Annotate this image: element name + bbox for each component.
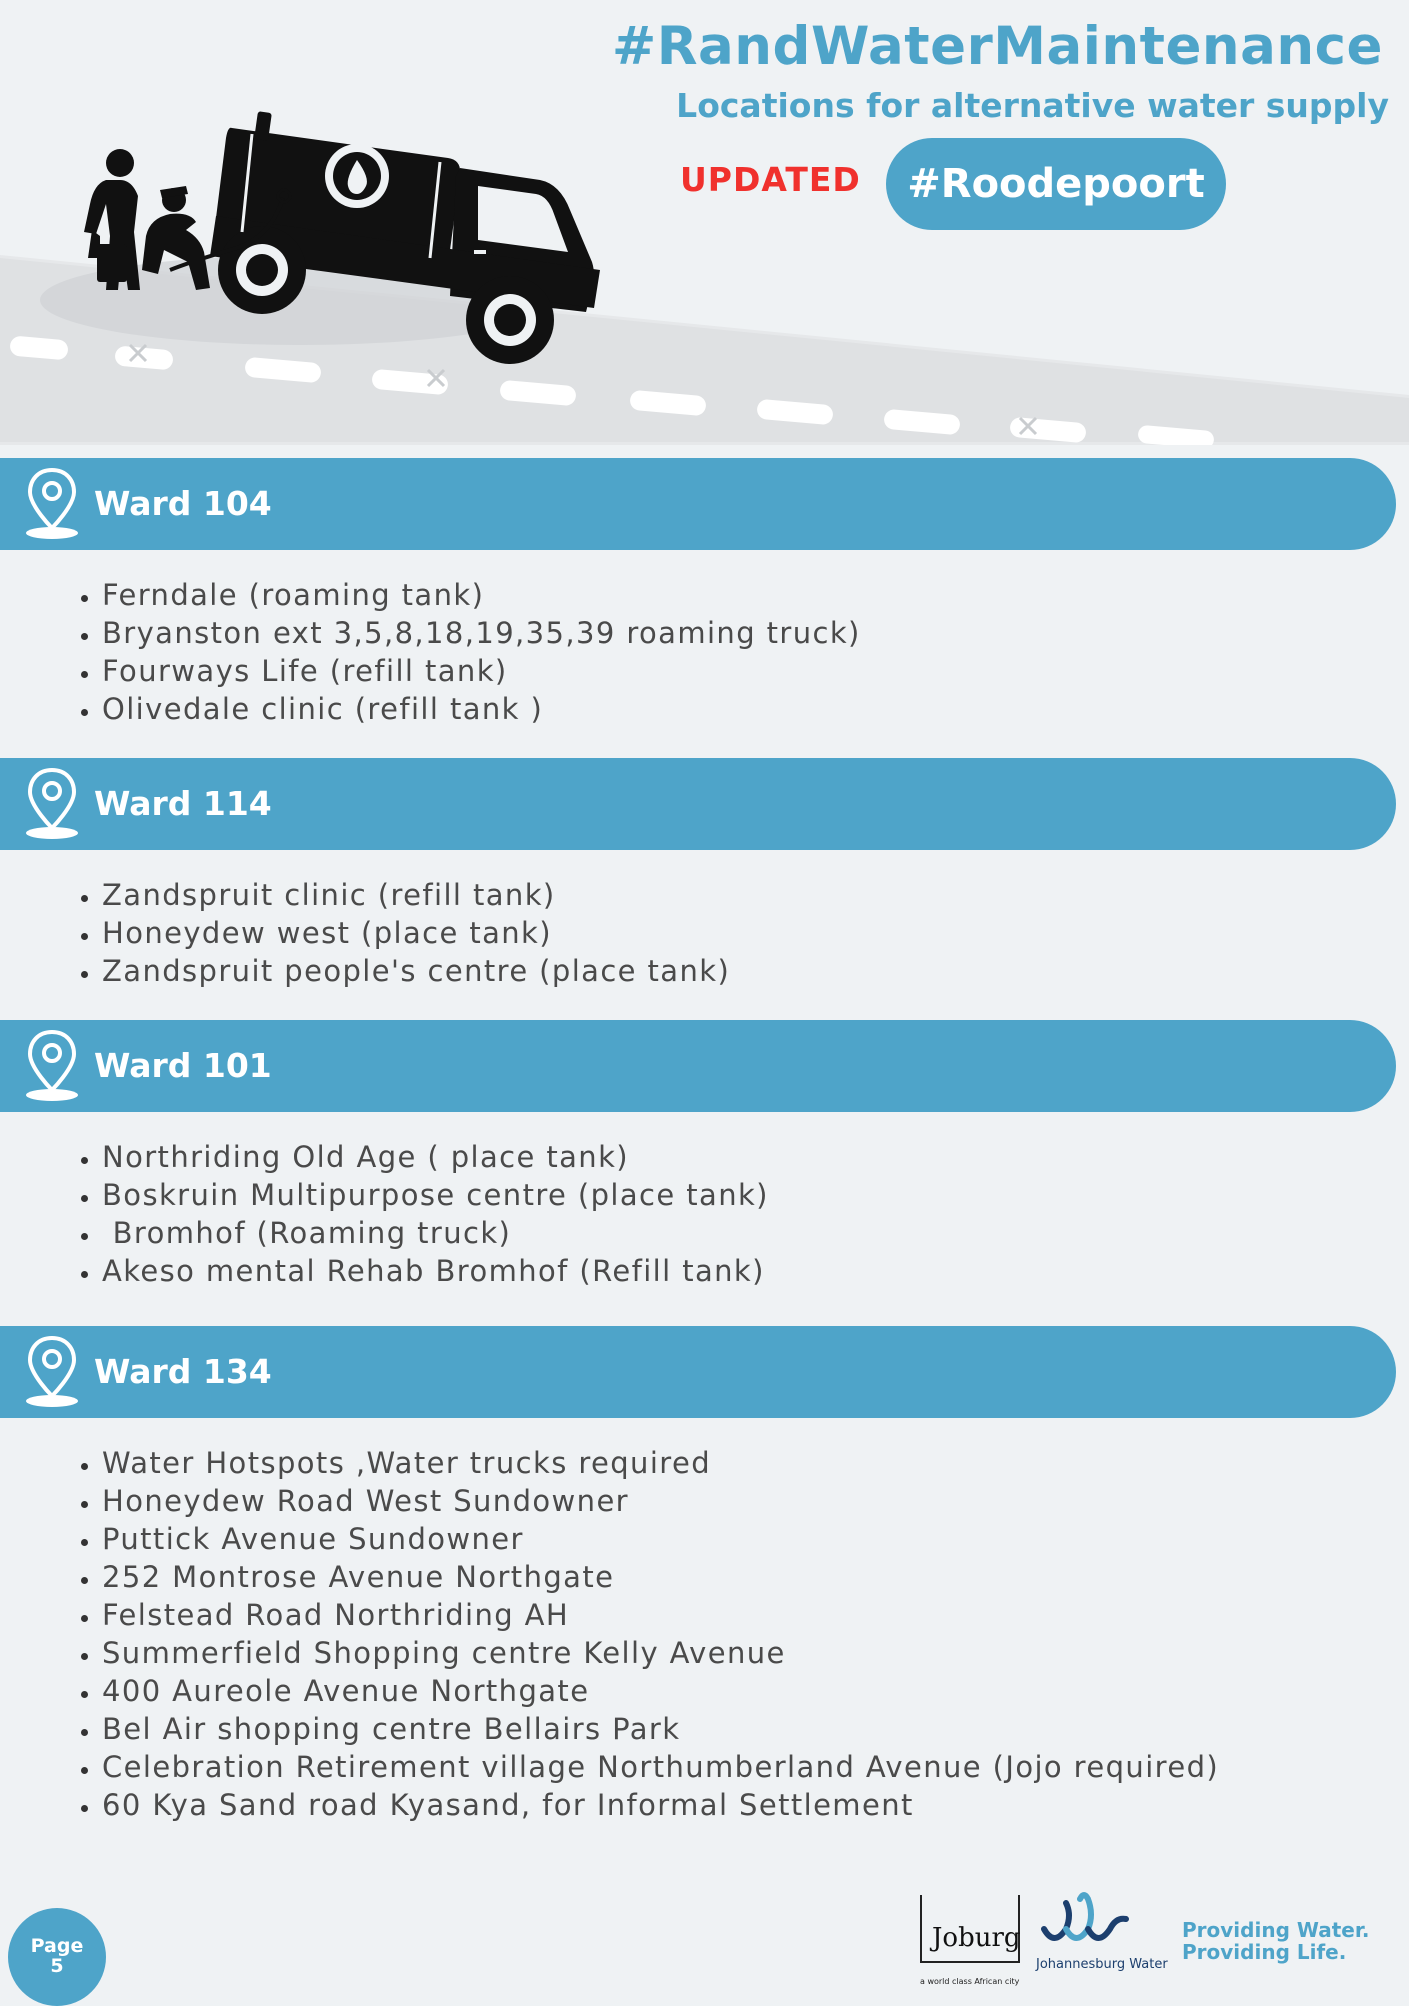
jw-wave-icon [1036, 1885, 1136, 1955]
list-item: • Celebration Retirement village Northumberland Avenue (Jojo required) [102, 1748, 1219, 1786]
ward-header-114 [0, 758, 1396, 850]
list-item: • 400 Aureole Avenue Northgate [102, 1672, 1219, 1710]
list-item: • Water Hotspots ,Water trucks required [102, 1444, 1219, 1482]
updated-status-label: UPDATED [680, 160, 861, 199]
list-item: • Olivedale clinic (refill tank ) [102, 690, 861, 728]
list-item: • Northriding Old Age ( place tank) [102, 1138, 769, 1176]
list-item: • Honeydew west (place tank) [102, 914, 730, 952]
ward-header-104 [0, 458, 1396, 550]
location-pin-icon [20, 1334, 84, 1410]
list-item: • Summerfield Shopping centre Kelly Avenue [102, 1634, 1219, 1672]
list-item: • Akeso mental Rehab Bromhof (Refill tank) [102, 1252, 769, 1290]
list-item: • Boskruin Multipurpose centre (place tank) [102, 1176, 769, 1214]
ward-104-locations [0, 576, 861, 728]
ward-title: Ward 114 [94, 784, 272, 823]
list-item: • Fourways Life (refill tank) [102, 652, 861, 690]
page-number: 5 [50, 1955, 64, 1977]
list-item: • Felstead Road Northriding AH [102, 1596, 1219, 1634]
ward-114-locations [0, 876, 730, 990]
ward-header-101 [0, 1020, 1396, 1112]
ward-title: Ward 134 [94, 1352, 272, 1391]
tagline-line-1: Providing Water. [1182, 1918, 1370, 1942]
location-pin-icon [20, 766, 84, 842]
ward-title: Ward 101 [94, 1046, 272, 1085]
ward-134-locations [0, 1444, 1219, 1824]
joburg-logo [918, 1891, 1022, 1989]
location-pin-icon [20, 466, 84, 542]
ward-101-locations [0, 1138, 769, 1290]
footer-tagline [1182, 1919, 1369, 1963]
footer-logos [918, 1885, 1408, 1993]
list-item: • Bromhof (Roaming truck) [102, 1214, 769, 1252]
list-item: • Bel Air shopping centre Bellairs Park [102, 1710, 1219, 1748]
location-pin-icon [20, 1028, 84, 1104]
list-item: • Bryanston ext 3,5,8,18,19,35,39 roaming truck) [102, 614, 861, 652]
location-tag-badge: #Roodepoort [886, 138, 1226, 230]
tagline-line-2: Providing Life. [1182, 1940, 1347, 1964]
hero-illustration [0, 0, 1409, 445]
page-label: Page [30, 1935, 84, 1957]
ward-title: Ward 104 [94, 484, 272, 523]
jw-name: Johannesburg Water [1036, 1957, 1168, 1972]
list-item: • Puttick Avenue Sundowner [102, 1520, 1219, 1558]
list-item: • 252 Montrose Avenue Northgate [102, 1558, 1219, 1596]
list-item: • Zandspruit people's centre (place tank) [102, 952, 730, 990]
johannesburg-water-logo [1036, 1885, 1168, 1993]
page-subtitle: Locations for alternative water supply [676, 86, 1389, 125]
list-item: • 60 Kya Sand road Kyasand, for Informal Settlement [102, 1786, 1219, 1824]
hashtag-title: #RandWaterMaintenance [611, 16, 1383, 77]
joburg-tagline: a world class African city [920, 1977, 1020, 1986]
list-item: • Zandspruit clinic (refill tank) [102, 876, 730, 914]
list-item: • Ferndale (roaming tank) [102, 576, 861, 614]
list-item: • Honeydew Road West Sundowner [102, 1482, 1219, 1520]
ward-header-134 [0, 1326, 1396, 1418]
page-number-badge [8, 1908, 106, 2006]
joburg-logo-text: Joburg [932, 1923, 1021, 1953]
